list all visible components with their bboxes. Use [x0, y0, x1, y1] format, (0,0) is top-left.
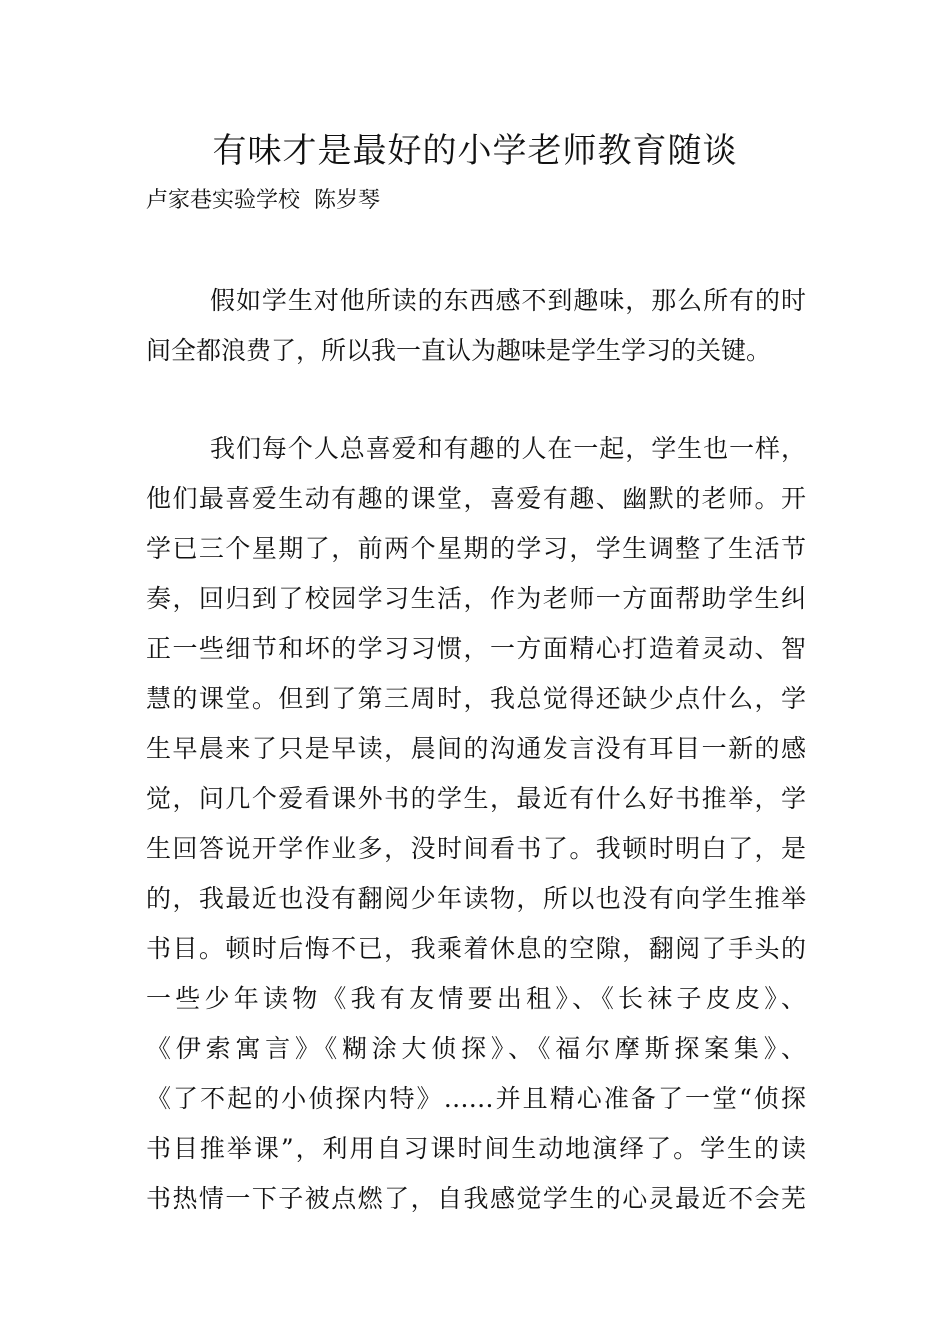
paragraph-line: 生早晨来了只是早读，晨间的沟通发言没有耳目一新的感 — [146, 734, 806, 763]
paragraph-line: 的，我最近也没有翻阅少年读物，所以也没有向学生推举 — [146, 884, 806, 913]
paragraph-line: 他们最喜爱生动有趣的课堂，喜爱有趣、幽默的老师。开 — [146, 484, 806, 513]
paragraph-line: 正一些细节和坏的学习习惯，一方面精心打造着灵动、智 — [146, 634, 806, 663]
paragraph-1 — [146, 276, 806, 376]
paragraph-line: 《了不起的小侦探内特》……并且精心准备了一堂“侦探 — [146, 1084, 806, 1113]
paragraph-line: 书目。顿时后悔不已，我乘着休息的空隙，翻阅了手头的 — [146, 934, 806, 963]
paragraph-line: 《伊索寓言》《糊涂大侦探》、《福尔摩斯探案集》、 — [146, 1034, 806, 1063]
paragraph-line: 学已三个星期了，前两个星期的学习，学生调整了生活节 — [146, 534, 806, 563]
paragraph-line: 书目推举课”，利用自习课时间生动地演绎了。学生的读 — [146, 1134, 806, 1163]
paragraph-line: 书热情一下子被点燃了，自我感觉学生的心灵最近不会芜 — [146, 1184, 806, 1213]
paragraph-line: 生回答说开学作业多，没时间看书了。我顿时明白了，是 — [146, 834, 806, 863]
paragraph-line: 我们每个人总喜爱和有趣的人在一起，学生也一样， — [210, 434, 806, 463]
paragraph-line: 觉，问几个爱看课外书的学生，最近有什么好书推举，学 — [146, 784, 806, 813]
document-title: 有味才是最好的小学老师教育随谈 — [212, 131, 738, 171]
author-byline: 卢家巷实验学校 陈岁琴 — [146, 188, 380, 213]
paragraph-2 — [146, 424, 806, 1224]
paragraph-line: 假如学生对他所读的东西感不到趣味，那么所有的时 — [210, 286, 806, 315]
paragraph-line: 奏，回归到了校园学习生活，作为老师一方面帮助学生纠 — [146, 584, 806, 613]
paragraph-line: 一些少年读物《我有友情要出租》、《长袜子皮皮》、 — [146, 984, 806, 1013]
paragraph-line: 慧的课堂。但到了第三周时，我总觉得还缺少点什么，学 — [146, 684, 806, 713]
paragraph-line: 间全都浪费了，所以我一直认为趣味是学生学习的关键。 — [146, 336, 772, 365]
